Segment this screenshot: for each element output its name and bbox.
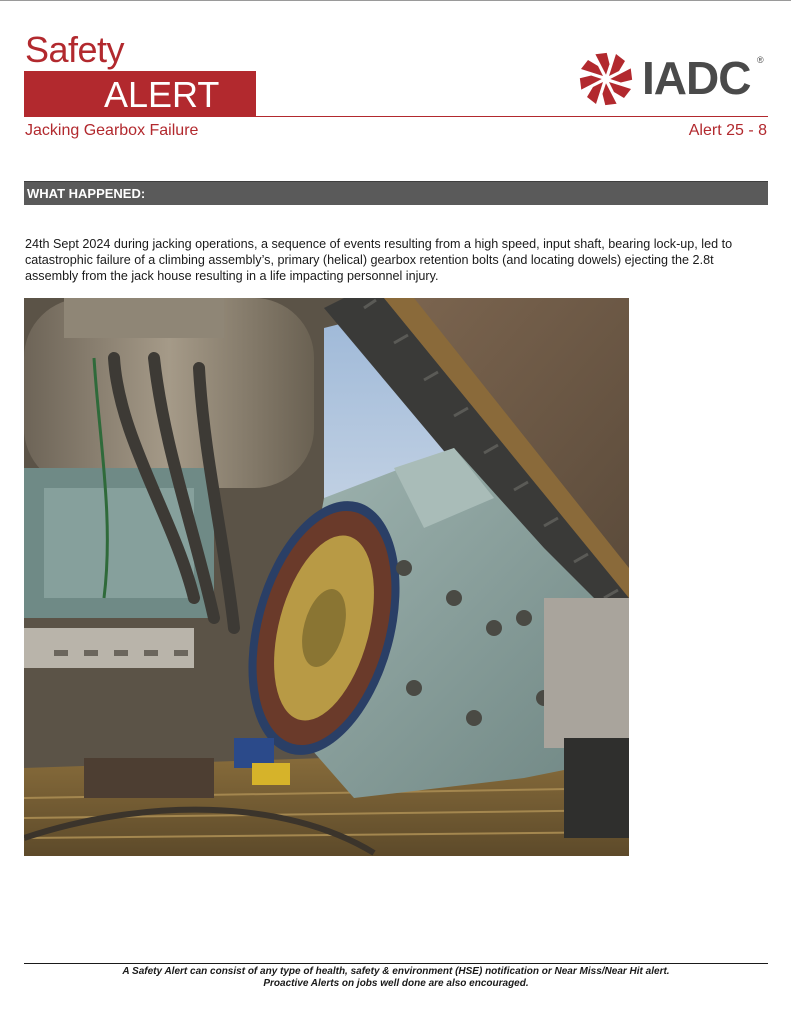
alert-banner (24, 71, 256, 117)
footer-note (24, 966, 768, 990)
iadc-logo (578, 49, 768, 109)
safety-heading: Safety (25, 29, 125, 70)
incident-photo (24, 298, 629, 856)
section-header-bar (24, 181, 768, 205)
gearbox-failure-photo-illustration (24, 298, 629, 856)
iadc-pinwheel-logo-icon (578, 51, 634, 107)
top-border-rule (0, 0, 791, 1)
section-heading: WHAT HAPPENED: (27, 186, 146, 201)
footer-line-1: A Safety Alert can consist of any type of health, safety & environment (HSE) notification or Near Miss/Near Hit alert. (122, 966, 670, 977)
title-divider (24, 116, 768, 117)
incident-description: 24th Sept 2024 during jacking operations, a sequence of events resulting from a high speed, input shaft, bearing lock-up, led to catastrophic failure of a climbing assembly’s, primary (helical) gearbox retention bolts (and locating dowels) ejecting the 2.8t assembly from the jack house resulting in a life impacting personnel injury. (25, 237, 733, 283)
document-title: Jacking Gearbox Failure (25, 122, 199, 139)
footer-divider (24, 963, 768, 964)
alert-heading: ALERT (104, 74, 220, 115)
alert-number: Alert 25 - 8 (688, 122, 767, 139)
iadc-logo-text: IADC (642, 52, 751, 104)
registered-mark: ® (757, 55, 764, 65)
footer-line-2: Proactive Alerts on jobs well done are also encouraged. (263, 978, 529, 989)
